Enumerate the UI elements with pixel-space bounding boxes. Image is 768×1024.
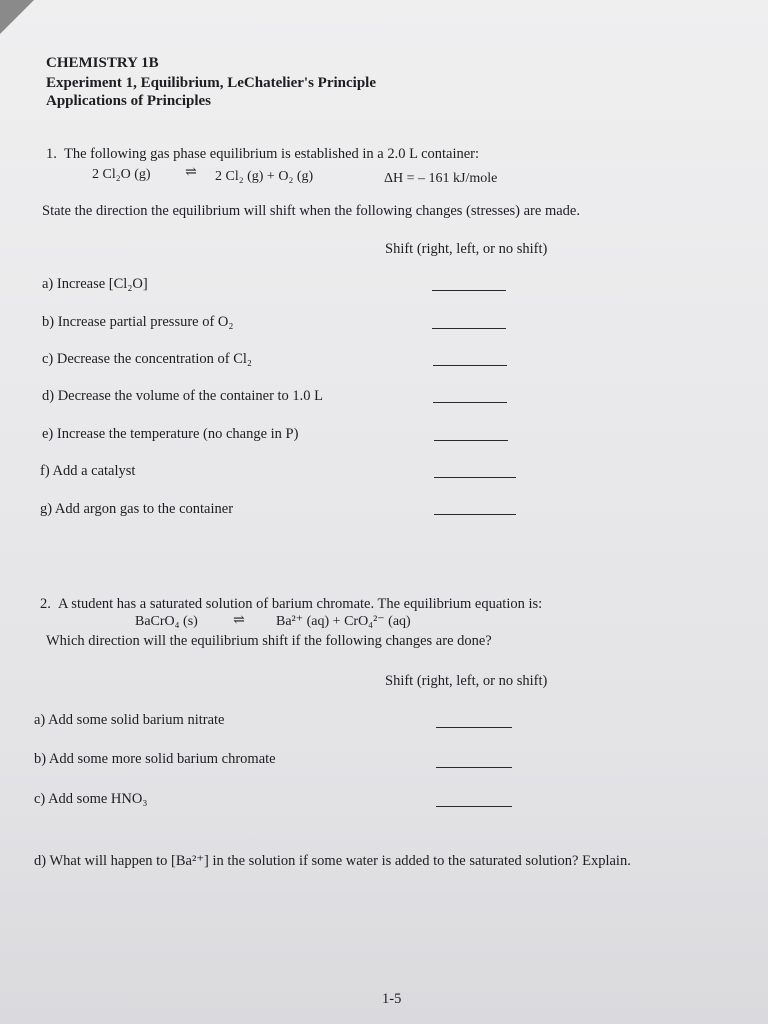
page-corner-shadow <box>0 0 34 34</box>
q1-answer-blank-f[interactable] <box>434 477 516 478</box>
q1-answer-blank-b[interactable] <box>432 328 506 329</box>
q2-answer-blank-a[interactable] <box>436 727 512 728</box>
q1-item-e: e) Increase the temperature (no change in P) <box>42 426 299 442</box>
q2-eq-reactant: BaCrO₄ (s) <box>135 614 198 629</box>
q2-eq-products: Ba²⁺ (aq) + CrO₄²⁻ (aq) <box>276 614 411 629</box>
q2-item-d: d) What will happen to [Ba²⁺] in the solution if some water is added to the saturated solution? Explain. <box>34 853 631 869</box>
q1-item-a: a) Increase [Cl₂O] <box>42 276 148 292</box>
q1-prompt: The following gas phase equilibrium is established in a 2.0 L container: <box>64 146 480 162</box>
q1-eq-reactant: 2 Cl₂O (g) <box>92 167 151 182</box>
q1-answer-blank-a[interactable] <box>432 290 506 291</box>
q1-instruction: State the direction the equilibrium will shift when the following changes (stresses) are made. <box>42 203 580 219</box>
q2-number: 2. <box>40 596 51 612</box>
page-number: 1-5 <box>382 991 402 1007</box>
q1-item-b: b) Increase partial pressure of O₂ <box>42 314 234 330</box>
q1-item-g: g) Add argon gas to the container <box>40 501 234 517</box>
q2-item-b: b) Add some more solid barium chromate <box>34 751 276 767</box>
q2-answer-blank-b[interactable] <box>436 767 512 768</box>
q1-answer-blank-d[interactable] <box>433 402 507 403</box>
q2-question: Which direction will the equilibrium shift if the following changes are done? <box>46 633 492 649</box>
q1-shift-header: Shift (right, left, or no shift) <box>385 241 548 257</box>
q1-eq-products: 2 Cl₂ (g) + O₂ (g) <box>215 169 314 184</box>
q1-item-c: c) Decrease the concentration of Cl₂ <box>42 351 252 367</box>
q2-item-a: a) Add some solid barium nitrate <box>34 712 225 728</box>
q2-shift-header: Shift (right, left, or no shift) <box>385 673 548 689</box>
q2-item-c: c) Add some HNO₃ <box>34 791 148 807</box>
equilibrium-arrow-icon-2: ⇌ <box>233 613 245 628</box>
equilibrium-arrow-icon: ⇌ <box>185 165 197 180</box>
q1-item-d: d) Decrease the volume of the container to 1.0 L <box>42 388 324 404</box>
q1-answer-blank-g[interactable] <box>434 514 516 515</box>
q1-item-f: f) Add a catalyst <box>40 463 136 479</box>
subtitle: Applications of Principles <box>46 93 212 109</box>
q1-number: 1. <box>46 146 57 162</box>
q1-answer-blank-c[interactable] <box>433 365 507 366</box>
q1-enthalpy: ΔH = – 161 kJ/mole <box>384 171 498 186</box>
q2-answer-blank-c[interactable] <box>436 806 512 807</box>
q2-prompt: A student has a saturated solution of barium chromate. The equilibrium equation is: <box>58 596 543 612</box>
course-title: CHEMISTRY 1B <box>46 55 159 71</box>
experiment-title: Experiment 1, Equilibrium, LeChatelier's Principle <box>46 75 376 91</box>
q1-answer-blank-e[interactable] <box>434 440 508 441</box>
